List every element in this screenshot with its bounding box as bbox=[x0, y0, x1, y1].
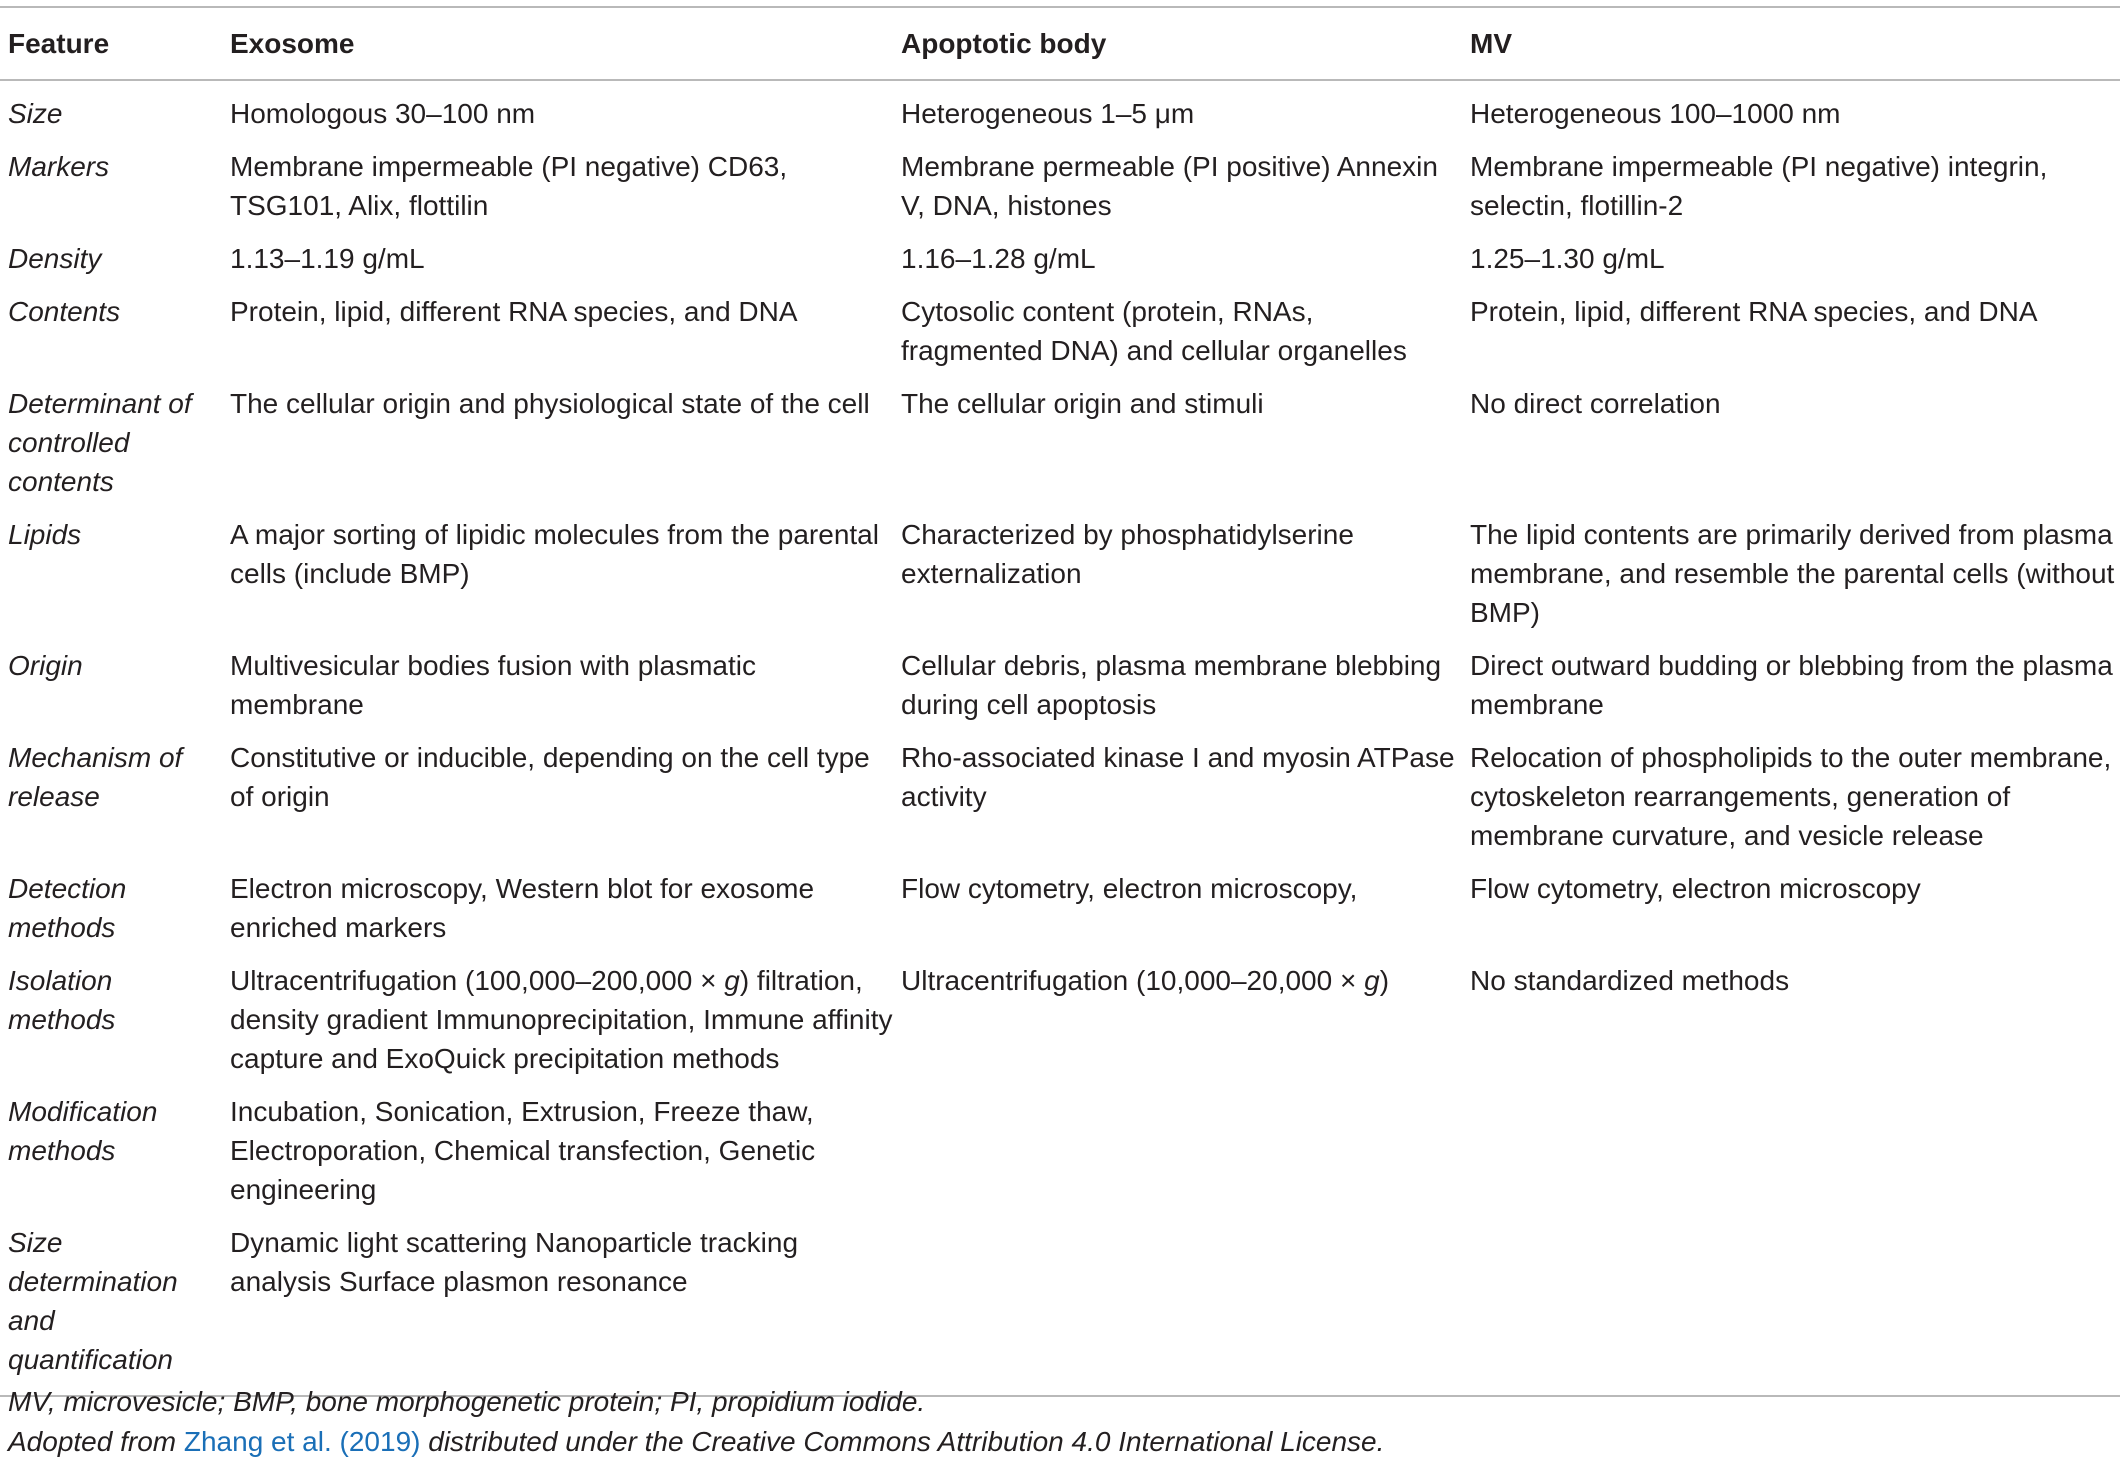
feature-cell: Contents bbox=[8, 296, 121, 327]
exosome-cell: Ultracentrifugation (100,000–200,000 × g) filtration, density gradient Immunoprecipitation, Immune affinity capture and ExoQuick precipitation methods bbox=[230, 965, 893, 1074]
feature-cell: Size bbox=[8, 98, 63, 129]
header-feature: Feature bbox=[8, 28, 110, 59]
exosome-cell: Multivesicular bodies fusion with plasmatic membrane bbox=[230, 650, 756, 720]
mv-cell: Membrane impermeable (PI negative) integrin, selectin, flotillin-2 bbox=[1470, 151, 2048, 221]
apoptotic-body-cell: Membrane permeable (PI positive) Annexin V, DNA, histones bbox=[901, 151, 1438, 221]
exosome-cell: The cellular origin and physiological state of the cell bbox=[230, 388, 870, 419]
table-row bbox=[0, 80, 2120, 140]
mv-cell: No direct correlation bbox=[1470, 388, 1721, 419]
source-suffix: distributed under the Creative Commons Attribution 4.0 International License. bbox=[420, 1426, 1385, 1457]
table-row bbox=[0, 377, 2120, 508]
feature-cell: Mechanism of release bbox=[8, 742, 183, 812]
exosome-cell: Dynamic light scattering Nanoparticle tracking analysis Surface plasmon resonance bbox=[230, 1227, 799, 1297]
feature-cell: Markers bbox=[8, 151, 110, 182]
header-row bbox=[0, 7, 2120, 80]
apoptotic-body-cell: Flow cytometry, electron microscopy, bbox=[901, 873, 1358, 904]
apoptotic-body-cell: Characterized by phosphatidylserine externalization bbox=[901, 519, 1354, 589]
apoptotic-body-cell: Cytosolic content (protein, RNAs, fragmented DNA) and cellular organelles bbox=[901, 296, 1407, 366]
mv-cell: Direct outward budding or blebbing from the plasma membrane bbox=[1470, 650, 2113, 720]
mv-cell: Relocation of phospholipids to the outer membrane, cytoskeleton rearrangements, generation of membrane curvature, and vesicle release bbox=[1470, 742, 2112, 851]
g-force-symbol: g bbox=[1364, 965, 1380, 996]
feature-cell: Determinant of controlled contents bbox=[8, 388, 192, 497]
source-prefix: Adopted from bbox=[8, 1426, 184, 1457]
table-row bbox=[0, 1216, 2120, 1396]
mv-cell: No standardized methods bbox=[1470, 965, 1790, 996]
feature-cell: Lipids bbox=[8, 519, 82, 550]
exosome-cell: Electron microscopy, Western blot for exosome enriched markers bbox=[230, 873, 815, 943]
mv-cell: The lipid contents are primarily derived from plasma membrane, and resemble the parental cells (without BMP) bbox=[1470, 519, 2115, 628]
apoptotic-body-cell bbox=[893, 1216, 1462, 1396]
exosome-cell: 1.13–1.19 g/mL bbox=[230, 243, 425, 274]
mv-cell bbox=[1462, 1085, 2120, 1216]
feature-cell: Size determination and quantification bbox=[8, 1227, 178, 1375]
exosome-cell: Incubation, Sonication, Extrusion, Freeze thaw, Electroporation, Chemical transfection, Genetic engineering bbox=[230, 1096, 816, 1205]
apoptotic-body-cell: The cellular origin and stimuli bbox=[901, 388, 1264, 419]
table-row bbox=[0, 954, 2120, 1085]
exosome-cell: Protein, lipid, different RNA species, and DNA bbox=[230, 296, 798, 327]
feature-cell: Isolation methods bbox=[8, 965, 116, 1035]
table-row bbox=[0, 731, 2120, 862]
exosome-cell: Homologous 30–100 nm bbox=[230, 98, 536, 129]
g-force-symbol: g bbox=[724, 965, 740, 996]
table-row bbox=[0, 140, 2120, 232]
feature-cell: Detection methods bbox=[8, 873, 127, 943]
feature-cell: Density bbox=[8, 243, 102, 274]
header-apoptotic-body: Apoptotic body bbox=[901, 28, 1107, 59]
table-row bbox=[0, 639, 2120, 731]
table-row bbox=[0, 508, 2120, 639]
citation-year-link[interactable]: (2019) bbox=[339, 1426, 421, 1457]
apoptotic-body-cell: Rho-associated kinase I and myosin ATPase activity bbox=[901, 742, 1455, 812]
table-row bbox=[0, 1085, 2120, 1216]
abbreviations-footnote: MV, microvesicle; BMP, bone morphogenetic protein; PI, propidium iodide. bbox=[8, 1386, 926, 1417]
apoptotic-body-cell bbox=[893, 1085, 1462, 1216]
table-footnotes bbox=[8, 1382, 2108, 1462]
mv-cell: Flow cytometry, electron microscopy bbox=[1470, 873, 1921, 904]
table-header bbox=[0, 7, 2120, 80]
exosome-cell: A major sorting of lipidic molecules from the parental cells (include BMP) bbox=[230, 519, 879, 589]
table-row bbox=[0, 862, 2120, 954]
header-exosome: Exosome bbox=[230, 28, 355, 59]
exosome-cell: Constitutive or inducible, depending on the cell type of origin bbox=[230, 742, 870, 812]
apoptotic-body-cell: Ultracentrifugation (10,000–20,000 × g) bbox=[901, 965, 1390, 996]
header-mv: MV bbox=[1470, 28, 1512, 59]
mv-cell bbox=[1462, 1216, 2120, 1396]
table-row bbox=[0, 285, 2120, 377]
apoptotic-body-cell: Heterogeneous 1–5 μm bbox=[901, 98, 1195, 129]
table-row bbox=[0, 232, 2120, 285]
feature-cell: Modification methods bbox=[8, 1096, 158, 1166]
source-footnote bbox=[8, 1422, 2108, 1462]
comparison-table bbox=[0, 6, 2120, 1397]
citation-link[interactable]: Zhang et al. bbox=[183, 1426, 332, 1457]
apoptotic-body-cell: Cellular debris, plasma membrane blebbing during cell apoptosis bbox=[901, 650, 1442, 720]
mv-cell: 1.25–1.30 g/mL bbox=[1470, 243, 1665, 274]
apoptotic-body-cell: 1.16–1.28 g/mL bbox=[901, 243, 1096, 274]
feature-cell: Origin bbox=[8, 650, 83, 681]
exosome-cell: Membrane impermeable (PI negative) CD63, TSG101, Alix, flottilin bbox=[230, 151, 788, 221]
table-body bbox=[0, 80, 2120, 1396]
mv-cell: Protein, lipid, different RNA species, and DNA bbox=[1470, 296, 2038, 327]
mv-cell: Heterogeneous 100–1000 nm bbox=[1470, 98, 1841, 129]
